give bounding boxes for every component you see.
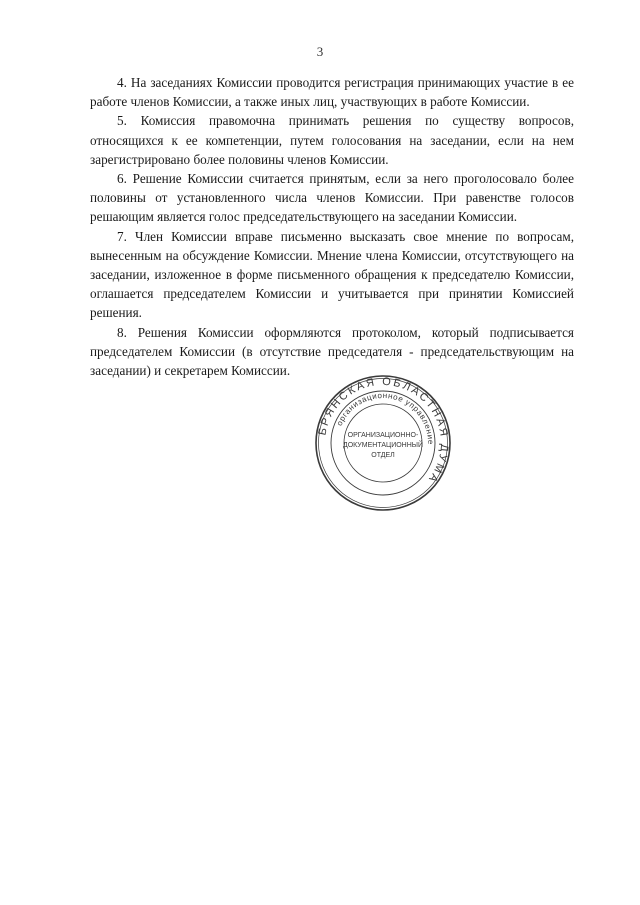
- official-seal-stamp: [314, 372, 452, 514]
- seal-center-line-3: ОТДЕЛ: [371, 452, 395, 459]
- seal-center-line-2: ДОКУМЕНТАЦИОННЫЙ: [342, 442, 424, 449]
- seal-inner-text: организационное управление: [334, 390, 436, 446]
- paragraph-7: 7. Член Комиссии вправе письменно высказать свое мнение по вопросам, вынесенным на обсуждение Комиссии. Мнение члена Комиссии, отсутствующего на заседании, изложенное в форме письменного обращения к председателю Комиссии, оглашается председателем Комиссии и учитывается при принятии Комиссией решения.: [90, 228, 574, 321]
- seal-center-line-1: ОРГАНИЗАЦИОННО-: [347, 432, 419, 439]
- paragraph-8: 8. Решения Комиссии оформляются протоколом, который подписывается председателем Комиссии (в отсутствие председателя - председательствующим на заседании) и секретарем Комиссии.: [90, 324, 574, 379]
- paragraph-5: 5. Комиссия правомочна принимать решения по существу вопросов, относящихся к ее компетенции, путем голосования на заседании, если на нем зарегистрировано более половины членов Комиссии.: [90, 113, 574, 167]
- page-number: 3: [316, 44, 324, 59]
- seal-outer-text: БРЯНСКАЯ ОБЛАСТНАЯ ДУМА: [316, 375, 451, 486]
- paragraph-4: 4. На заседаниях Комиссии проводится регистрация принимающих участие в ее работе членов Комиссии, а также иных лиц, участвующих в работе Комиссии.: [90, 75, 574, 110]
- document-body: [90, 73, 574, 380]
- paragraph-6: 6. Решение Комиссии считается принятым, если за него проголосовало более половины от установленного числа членов Комиссии. При равенстве голосов решающим является голос председательствующего на заседании Комиссии.: [90, 171, 574, 225]
